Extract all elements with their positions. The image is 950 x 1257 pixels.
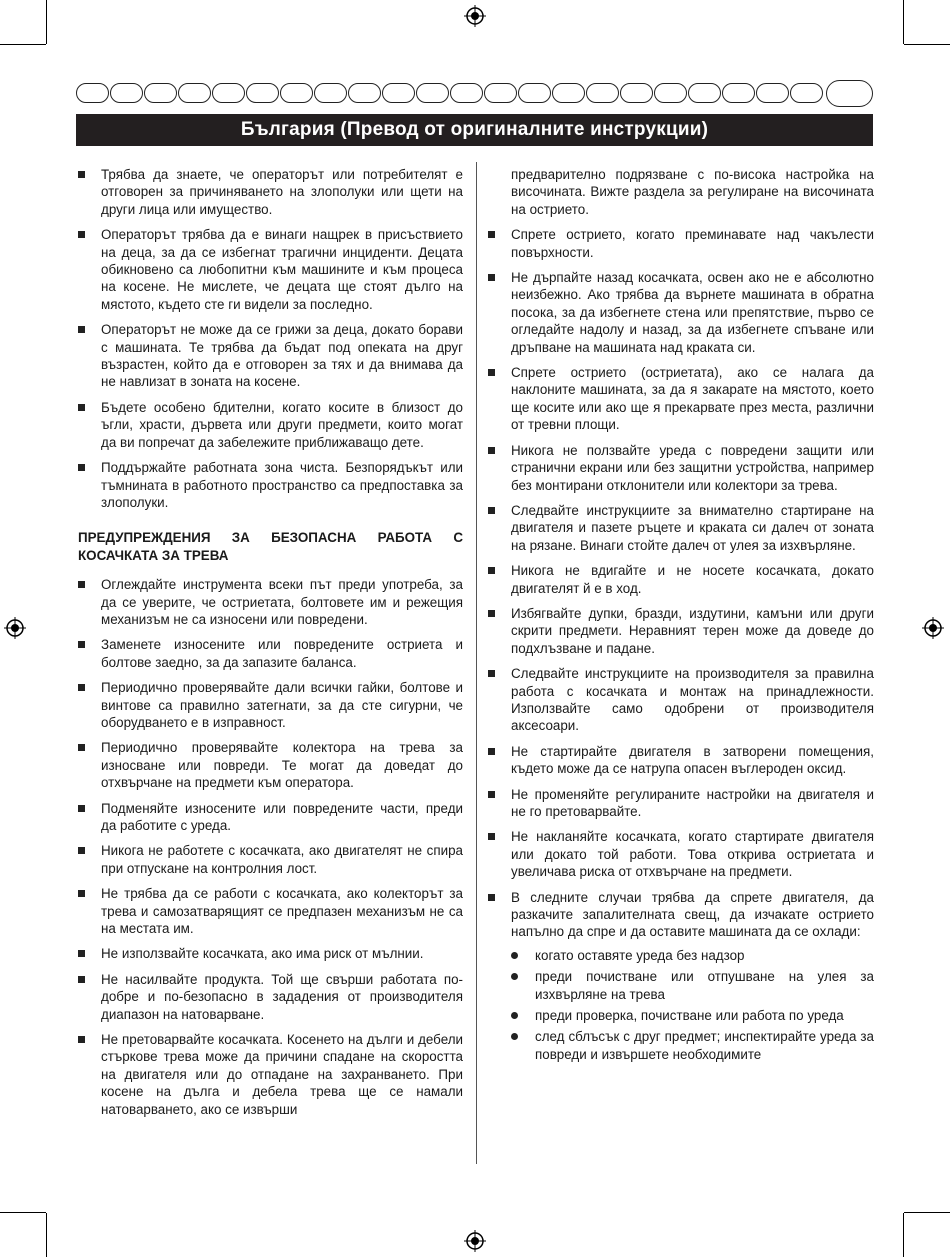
registration-mark-icon bbox=[922, 617, 944, 639]
square-bullet-icon bbox=[488, 369, 495, 376]
square-bullet-icon bbox=[488, 894, 495, 901]
language-tab bbox=[416, 83, 449, 103]
square-bullet-icon bbox=[488, 447, 495, 454]
language-tab bbox=[620, 83, 653, 103]
round-bullet-icon bbox=[511, 1012, 518, 1019]
registration-mark-icon bbox=[4, 617, 26, 639]
crop-mark bbox=[903, 1213, 904, 1257]
section-title: България (Превод от оригиналните инструкции) bbox=[240, 119, 709, 140]
language-tab bbox=[110, 83, 143, 103]
sub-list-item: когато оставяте уреда без надзор bbox=[488, 947, 874, 964]
list-item: Бъдете особено бдителни, когато косите в близост до ъгли, храсти, дървета или други предмети, които могат да ви попречат да забележите приближаващо дете. bbox=[78, 399, 463, 451]
square-bullet-icon bbox=[488, 791, 495, 798]
square-bullet-icon bbox=[488, 610, 495, 617]
list-item: Не трябва да се работи с косачката, ако колекторът за трева и самозатварящият се предпазен механизъм не са на местата им. bbox=[78, 885, 463, 937]
language-tab bbox=[450, 83, 483, 103]
list-item: Не стартирайте двигателя в затворени помещения, където може да се натрупа опасен въглероден оксид. bbox=[488, 743, 874, 778]
list-item: Периодично проверявайте дали всички гайки, болтове и винтове са правилно затегнати, за да сте сигурни, че оборудването е в изправност. bbox=[78, 679, 463, 731]
left-column bbox=[78, 166, 463, 1126]
square-bullet-icon bbox=[78, 684, 85, 691]
crop-mark bbox=[46, 1213, 47, 1257]
language-tabs-row bbox=[76, 80, 873, 106]
round-bullet-icon bbox=[511, 952, 518, 959]
square-bullet-icon bbox=[488, 670, 495, 677]
language-tab bbox=[586, 83, 619, 103]
language-tab bbox=[348, 83, 381, 103]
crop-mark bbox=[904, 1212, 950, 1213]
list-item: Оглеждайте инструмента всеки път преди употреба, за да се уверите, че остриетата, болтовете им и режещия механизъм не са износени или повредени. bbox=[78, 576, 463, 628]
section-title-band bbox=[76, 114, 873, 146]
list-item: Следвайте инструкциите за внимателно стартиране на двигателя и пазете ръцете и краката си далеч от зоната на рязане. Винаги стойте далеч от улея за изхвърляне. bbox=[488, 502, 874, 554]
sub-list-item: преди почистване или отпушване на улея за изхвърляне на трева bbox=[488, 968, 874, 1003]
column-divider bbox=[476, 162, 477, 1164]
list-item: Никога не работете с косачката, ако двигателят не спира при отпускане на контролния лост. bbox=[78, 842, 463, 877]
list-item: Операторът не може да се грижи за деца, докато борави с машината. Те трябва да бъдат под опеката на друг възрастен, който да е отговорен за тях и да внимава да не навлизат в зоната на косене. bbox=[78, 321, 463, 391]
language-tab bbox=[178, 83, 211, 103]
list-item: Подменяйте износените или повредените части, преди да работите с уреда. bbox=[78, 800, 463, 835]
square-bullet-icon bbox=[78, 805, 85, 812]
square-bullet-icon bbox=[78, 464, 85, 471]
crop-mark bbox=[0, 44, 46, 45]
square-bullet-icon bbox=[488, 833, 495, 840]
list-item: Не дърпайте назад косачката, освен ако не е абсолютно неизбежно. Ако трябва да върнете машината в обратна посока, за да избегнете стена или препятствие, първо се огледайте надолу и назад, за да избегнете спъване или дръпване на машината над краката си. bbox=[488, 269, 874, 356]
crop-mark bbox=[903, 0, 904, 44]
list-item: Избягвайте дупки, бразди, издутини, камъни или други скрити предмети. Неравният терен може да доведе до подхлъзване и падане. bbox=[488, 605, 874, 657]
right-column bbox=[488, 166, 874, 1067]
list-item: Спрете острието (остриетата), ако се налага да наклоните машината, за да я закарате на мястото, което ще косите или ако ще я прекарвате през места, различни от тревни площи. bbox=[488, 364, 874, 434]
language-tab bbox=[314, 83, 347, 103]
language-tab bbox=[722, 83, 755, 103]
list-item: Заменете износените или повредените остриета и болтове заедно, за да запазите баланса. bbox=[78, 636, 463, 671]
square-bullet-icon bbox=[78, 890, 85, 897]
registration-mark-icon bbox=[464, 5, 486, 27]
crop-mark bbox=[0, 1212, 46, 1213]
square-bullet-icon bbox=[78, 1036, 85, 1043]
list-item: Не използвайте косачката, ако има риск от мълнии. bbox=[78, 945, 463, 962]
continued-paragraph: предварително подрязване с по-висока настройка на височината. Вижте раздела за регулиране на височината на острието. bbox=[511, 167, 874, 217]
crop-mark bbox=[904, 44, 950, 45]
square-bullet-icon bbox=[78, 976, 85, 983]
square-bullet-icon bbox=[78, 847, 85, 854]
list-item: Операторът трябва да е винаги нащрек в присъствието на деца, за да се избегнат трагични инциденти. Децата обикновено са любопитни към машините и към процеса на косене. Не мислете, че децата ще стоят дълго на мястото, където сте ги видели за последно. bbox=[78, 226, 463, 313]
language-tab bbox=[484, 83, 517, 103]
list-item: Никога не ползвайте уреда с повредени защити или странични екрани или без защитни устройства, например без монтирани отклонители или колектори за трева. bbox=[488, 442, 874, 494]
list-item: Периодично проверявайте колектора на трева за износване или повреди. Те могат да доведат до отхвърчане на предмети към оператора. bbox=[78, 739, 463, 791]
language-tab bbox=[76, 83, 109, 103]
sub-list-item: преди проверка, почистване или работа по уреда bbox=[488, 1007, 874, 1024]
square-bullet-icon bbox=[488, 274, 495, 281]
square-bullet-icon bbox=[78, 171, 85, 178]
list-item: Не променяйте регулираните настройки на двигателя и не го претоварвайте. bbox=[488, 786, 874, 821]
language-tab bbox=[756, 83, 789, 103]
language-tab bbox=[552, 83, 585, 103]
language-tab bbox=[790, 83, 823, 103]
square-bullet-icon bbox=[78, 950, 85, 957]
language-tab bbox=[212, 83, 245, 103]
language-tab bbox=[246, 83, 279, 103]
list-item: Не насилвайте продукта. Той ще свърши работата по-добре и по-безопасно в зададения от производителя диапазон на натоварване. bbox=[78, 971, 463, 1023]
section-heading: ПРЕДУПРЕЖДЕНИЯ ЗА БЕЗОПАСНА РАБОТА С КОСАЧКАТА ЗА ТРЕВА bbox=[78, 530, 463, 563]
language-tab-active bbox=[826, 80, 873, 107]
square-bullet-icon bbox=[78, 581, 85, 588]
language-tab bbox=[688, 83, 721, 103]
list-item: Никога не вдигайте и не носете косачката, докато двигателят й е в ход. bbox=[488, 562, 874, 597]
language-tab bbox=[654, 83, 687, 103]
square-bullet-icon bbox=[488, 231, 495, 238]
square-bullet-icon bbox=[78, 641, 85, 648]
crop-mark bbox=[46, 0, 47, 44]
list-item: В следните случаи трябва да спрете двигателя, да разкачите запалителната свещ, да изчакате острието напълно да спре и да оставите машината да се охлади: bbox=[488, 889, 874, 941]
square-bullet-icon bbox=[78, 326, 85, 333]
square-bullet-icon bbox=[78, 231, 85, 238]
language-tab bbox=[518, 83, 551, 103]
list-item: Спрете острието, когато преминавате над чакълести повърхности. bbox=[488, 226, 874, 261]
list-item: Поддържайте работната зона чиста. Безпорядъкът или тъмнината в работното пространство са предпоставка за злополуки. bbox=[78, 459, 463, 511]
square-bullet-icon bbox=[488, 748, 495, 755]
list-item: Не претоварвайте косачката. Косенето на дълги и дебели стъркове трева може да причини спадане на скоростта на двигателя или до отпадане на захранването. При косене на дълга и дебела трева ще се намали натоварването, ако се извърши bbox=[78, 1031, 463, 1118]
round-bullet-icon bbox=[511, 973, 518, 980]
square-bullet-icon bbox=[78, 744, 85, 751]
square-bullet-icon bbox=[488, 507, 495, 514]
square-bullet-icon bbox=[78, 404, 85, 411]
sub-list-item: след сблъсък с друг предмет; инспектирайте уреда за повреди и извършете необходимите bbox=[488, 1028, 874, 1063]
square-bullet-icon bbox=[488, 567, 495, 574]
list-item: Не накланяйте косачката, когато стартирате двигателя или докато той работи. Това открива остриетата и увеличава риска от отхвърчане на предмети. bbox=[488, 828, 874, 880]
list-item: Следвайте инструкциите на производителя за правилна работа с косачката и монтаж на принадлежности. Използвайте само одобрени от производителя аксесоари. bbox=[488, 665, 874, 735]
list-item: Трябва да знаете, че операторът или потребителят е отговорен за причиняването на злополуки или щети на други лица или имущество. bbox=[78, 166, 463, 218]
language-tab bbox=[144, 83, 177, 103]
language-tab bbox=[382, 83, 415, 103]
language-tab bbox=[280, 83, 313, 103]
round-bullet-icon bbox=[511, 1033, 518, 1040]
registration-mark-icon bbox=[464, 1230, 486, 1252]
